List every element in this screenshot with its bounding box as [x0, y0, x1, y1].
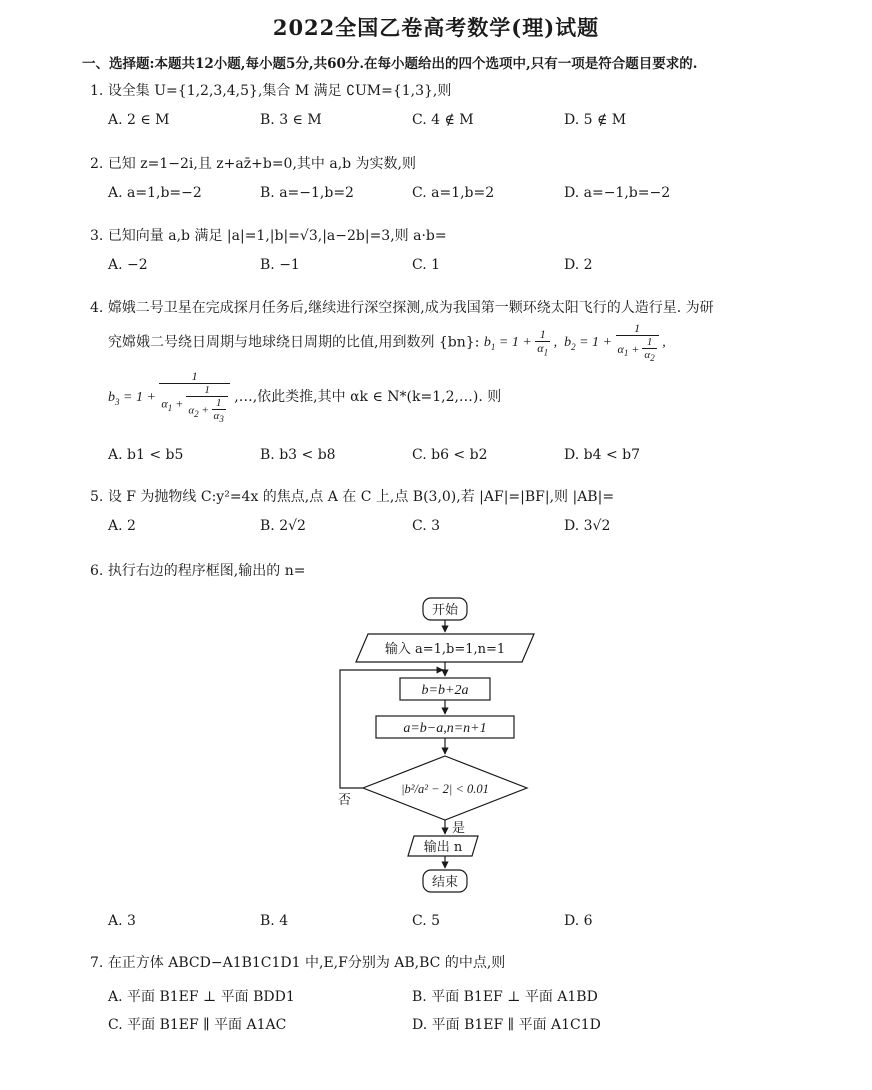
question-1-stem [90, 80, 451, 100]
flow-yes-label: 是 [452, 821, 466, 836]
formula-b1: $b_1 = 1$ + $\frac{1}{\alpha_1}$ , $b_2 = 1$ + 1 $\alpha_1$ + $\frac{1}{\alpha_2}$ , [483, 321, 666, 364]
q7-option-a: A. 平面 B1EF ⊥ 平面 BDD1 [108, 989, 295, 1005]
q4-option-a: A. b1 < b5 [108, 447, 184, 463]
question-5-stem [90, 486, 614, 506]
flow-no-label: 否 [338, 793, 352, 808]
q1-option-a: A. 2 ∈ M [108, 112, 170, 128]
q7-option-c: C. 平面 B1EF ∥ 平面 A1AC [108, 1017, 287, 1033]
question-6-stem [90, 560, 305, 580]
question-text: 执行右边的程序框图,输出的 n= [107, 563, 306, 579]
question-number: 5. [90, 489, 104, 505]
q1-option-c: C. 4 ∉ M [412, 112, 474, 128]
question-text: 设全集 U={1,2,3,4,5},集合 M 满足 ∁UM={1,3},则 [107, 83, 452, 99]
q2-option-d: D. a=−1,b=−2 [564, 185, 671, 201]
flow-step2-label: a=b−a,n=n+1 [403, 721, 487, 736]
question-4-stem-line3 [108, 370, 501, 425]
q1-option-d: D. 5 ∉ M [564, 112, 627, 128]
flow-condition-label: |b²/a² − 2| < 0.01 [401, 782, 489, 796]
q5-option-b: B. 2√2 [260, 518, 306, 534]
question-text: ,…,依此类推,其中 αk ∈ N*(k=1,2,…). 则 [234, 388, 502, 405]
question-text: 设 F 为抛物线 C:y²=4x 的焦点,点 A 在 C 上,点 B(3,0),若 |AF|=|BF|,则 |AB|= [107, 489, 615, 505]
q3-option-c: C. 1 [412, 257, 441, 273]
q4-option-c: C. b6 < b2 [412, 447, 488, 463]
q5-option-c: C. 3 [412, 518, 441, 534]
question-number: 3. [90, 228, 104, 244]
q3-option-d: D. 2 [564, 257, 593, 273]
question-text: 已知向量 a,b 满足 |a|=1,|b|=√3,|a−2b|=3,则 a·b= [107, 228, 447, 244]
question-number: 7. [90, 955, 104, 971]
question-2-stem [90, 153, 416, 173]
flow-output-label: 输出 n [423, 840, 463, 855]
question-number: 1. [90, 83, 104, 99]
q3-option-b: B. −1 [260, 257, 300, 273]
q4-option-b: B. b3 < b8 [260, 447, 336, 463]
question-4-stem-line1 [90, 297, 714, 317]
flow-step1-label: b=b+2a [421, 683, 469, 698]
q3-option-a: A. −2 [108, 257, 148, 273]
q6-option-d: D. 6 [564, 913, 593, 929]
question-4-stem-line2 [108, 322, 666, 364]
flow-end-label: 结束 [431, 875, 459, 890]
question-text: 在正方体 ABCD−A1B1C1D1 中,E,F分别为 AB,BC 的中点,则 [107, 955, 506, 971]
question-number: 6. [90, 563, 104, 579]
q6-option-a: A. 3 [108, 913, 136, 929]
q5-option-d: D. 3√2 [564, 518, 611, 534]
program-flowchart [330, 592, 550, 902]
question-number: 2. [90, 156, 104, 172]
q1-option-b: B. 3 ∈ M [260, 112, 322, 128]
q4-option-d: D. b4 < b7 [564, 447, 640, 463]
q6-option-c: C. 5 [412, 913, 441, 929]
question-text: 究嫦娥二号绕日周期与地球绕日周期的比值,用到数列 {bn}: [108, 334, 480, 351]
question-7-stem [90, 952, 505, 972]
flow-input-label: 输入 a=1,b=1,n=1 [384, 642, 506, 657]
q2-option-b: B. a=−1,b=2 [260, 185, 354, 201]
q5-option-a: A. 2 [108, 518, 136, 534]
q6-option-b: B. 4 [260, 913, 289, 929]
q7-option-d: D. 平面 B1EF ∥ 平面 A1C1D [412, 1017, 601, 1033]
section-header: 一、选择题:本题共12小题,每小题5分,共60分.在每小题给出的四个选项中,只有一项是符合题目要求的. [82, 56, 698, 72]
question-3-stem [90, 225, 447, 245]
question-number: 4. [90, 300, 104, 316]
flow-start-label: 开始 [431, 603, 459, 618]
formula-b3: $b_3 = 1$ + 1 $\alpha_1$ + 1 $\alpha_2$ + $\frac{1}{\alpha_3}$ [108, 390, 230, 405]
question-text: 嫦娥二号卫星在完成探月任务后,继续进行深空探测,成为我国第一颗环绕太阳飞行的人造行星. 为研 [107, 300, 714, 316]
question-text: 已知 z=1−2i,且 z+az̄+b=0,其中 a,b 为实数,则 [107, 156, 417, 172]
q2-option-c: C. a=1,b=2 [412, 185, 495, 201]
q2-option-a: A. a=1,b=−2 [108, 185, 202, 201]
q7-option-b: B. 平面 B1EF ⊥ 平面 A1BD [412, 989, 598, 1005]
page-title: 2022全国乙卷高考数学(理)试题 [272, 15, 600, 40]
